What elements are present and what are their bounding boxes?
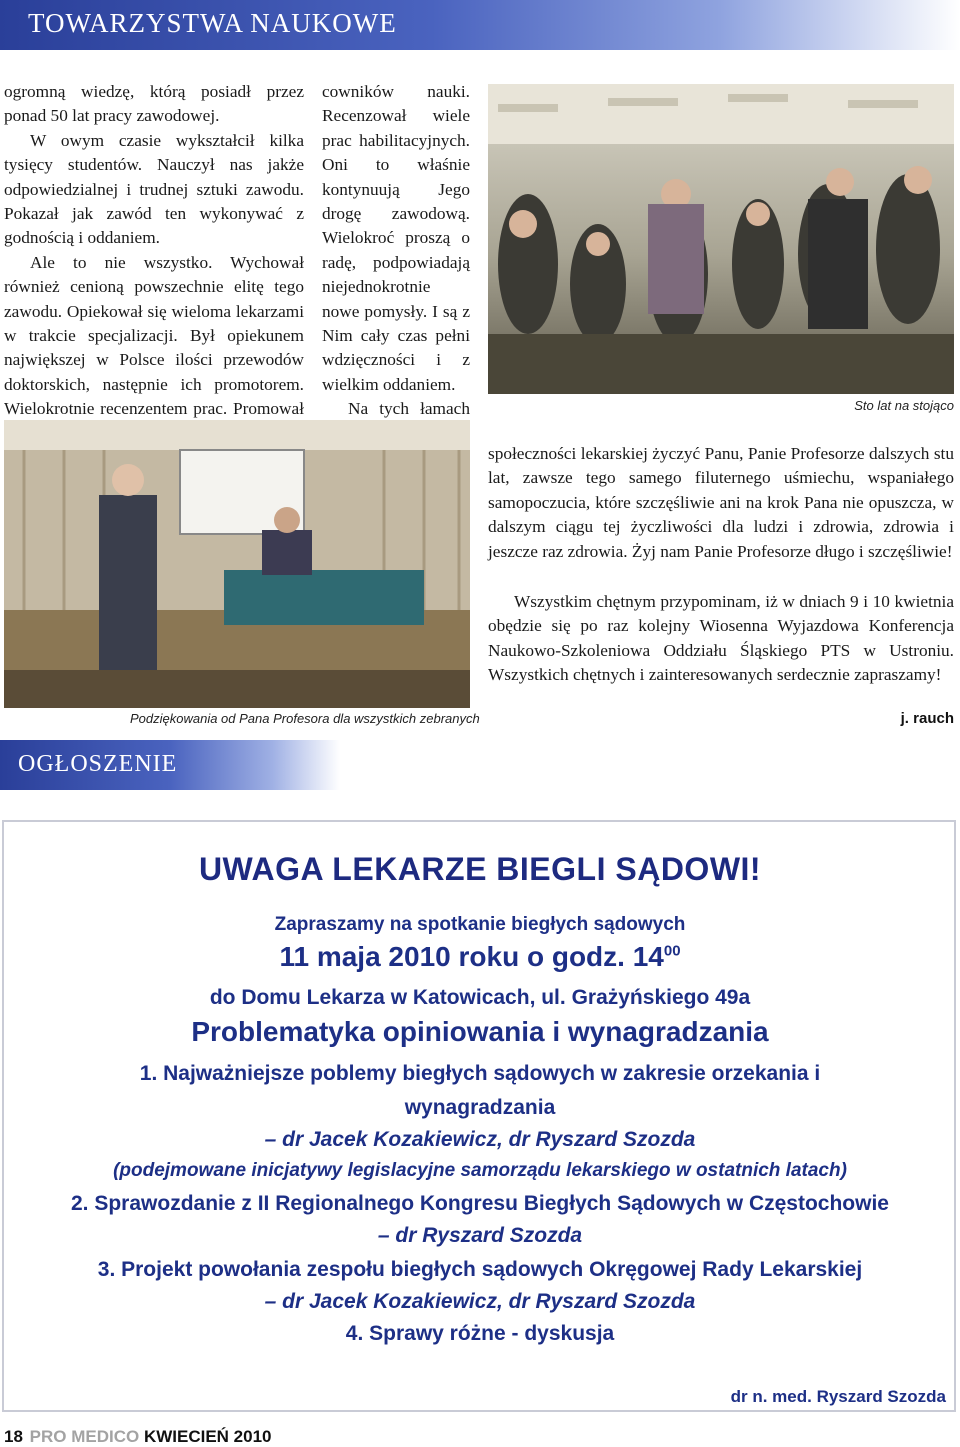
article-signature: j. rauch [900,710,954,727]
article-column-1 [4,80,304,446]
issue-label: KWIECIEŃ 2010 [143,1427,272,1446]
section-header-title: TOWARZYSTWA NAUKOWE [28,8,397,38]
paragraph: Ale to nie wszystko. Wychował również cenioną powszechnie elitę tego zawodu. Opiekował się wieloma lekarzami w trakcie specjalizacji. Był opiekunem największej w Polsce ilości przewodów doktorskich, następnie ich promotorem. Wielokrotnie recenzentem prac. Promował [4,252,304,419]
paragraph: ogromną wiedzę, którą posiadł przez ponad 50 lat pracy zawodowej. [4,82,304,126]
notice-headline: UWAGA LEKARZE BIEGLI SĄDOWI! [198,851,762,887]
notice-item-4: 4. Sprawy różne - dyskusja [345,1322,615,1345]
notice-invite: Zapraszamy na spotkanie biegłych sądowych [274,914,686,935]
notice-date [0,941,960,973]
photo-audience-standing [488,84,954,394]
notice-item-1-speakers: – dr Jacek Kozakiewicz, dr Ryszard Szozda [264,1128,696,1151]
notice-item-1-line-1: 1. Najważniejsze poblemy biegłych sądowych w zakresie orzekania i [139,1062,821,1085]
paragraph: społeczności lekarskiej życzyć Panu, Panie Profesorze dalszych stu lat, zawsze tego samego filuternego uśmiechu, wspaniałego samopoczucia, które szczęśliwie ani na krok Pana nie opuszcza, w dalszym ciągu tej życzliwości dla ludzi i zdrowia, zdrowia i jeszcze raz zdrowia. Żyj nam Panie Profesorze długo i szczęśliwie! [488,444,954,561]
notice-item-1-line-2: wynagradzania [404,1096,556,1119]
photo-caption-speaking: Podziękowania od Pana Profesora dla wszystkich zebranych [130,711,480,726]
magazine-name: PRO MEDICO [29,1427,140,1446]
paragraph: Na tych łamach [348,399,470,419]
paragraph: W owym czasie wykształcił kilka tysięcy studentów. Nauczył nas jakże odpowiedzialnej i trudnej sztuki zawodu. Pokazał jak zawód ten wykonywać z godnością i oddaniem. [4,130,304,248]
page-footer [4,1427,272,1447]
notice-item-3-speakers: – dr Jacek Kozakiewicz, dr Ryszard Szozda [264,1290,696,1313]
notice-item-2: 2. Sprawozdanie z II Regionalnego Kongresu Biegłych Sądowych w Częstochowie [71,1192,889,1215]
article-column-2 [322,80,470,446]
photo-caption-standing: Sto lat na stojąco [854,398,954,413]
section-title-announcement: OGŁOSZENIE [18,751,178,777]
photo-professor-speaking [4,420,470,708]
page-number: 18 [4,1427,23,1446]
notice-signature: dr n. med. Ryszard Szozda [730,1387,946,1406]
article-column-3-announcement [488,590,954,688]
paragraph: cowników nauki. Recenzował wiele prac habilitacyjnych. Oni to właśnie kontynuują Jego drogę zawodową. Wielokroć proszą o radę, podpowiadają niejednokrotnie nowe pomysły. I są z Nim cały czas pełni wdzięczności i z wielkim oddaniem. [322,82,470,394]
notice-date-minutes: 00 [663,942,681,960]
paragraph: Wszystkim chętnym przypominam, iż w dniach 9 i 10 kwietnia obędzie się po raz kolejny Wiosenna Wyjazdowa Konferencja Naukowo-Szkoleniowa Oddziału Śląskiego PTS w Ustroniu. Wszystkich chętnych i zainteresowanych serdecznie zapraszamy! [488,592,954,685]
notice-item-3: 3. Projekt powołania zespołu biegłych sądowych Okręgowej Rady Lekarskiej [97,1258,863,1281]
notice-place: do Domu Lekarza w Katowicach, ul. Grażyńskiego 49a [209,986,751,1009]
notice-topic: Problematyka opiniowania i wynagradzania [191,1016,769,1047]
notice-item-1-note: (podejmowane inicjatywy legislacyjne samorządu lekarskiego w ostatnich latach) [113,1160,847,1181]
notice-date-main: 11 maja 2010 roku o godz. 14 [279,941,664,972]
article-column-3 [488,442,954,564]
notice-item-2-speaker: – dr Ryszard Szozda [377,1224,583,1247]
